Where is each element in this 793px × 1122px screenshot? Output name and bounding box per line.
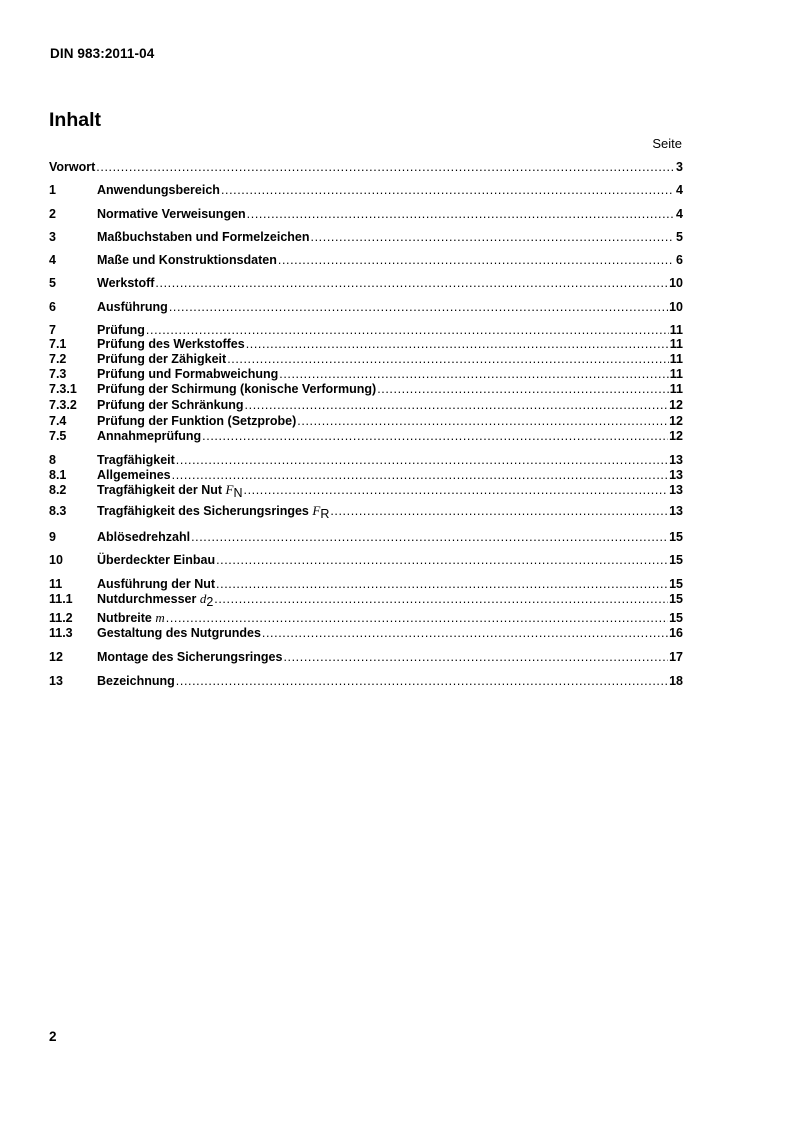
toc-entry-label: Bezeichnung bbox=[97, 674, 175, 688]
dot-leader bbox=[176, 674, 668, 688]
page-number: 2 bbox=[49, 1029, 57, 1044]
toc-entry-page: 10 bbox=[669, 300, 683, 314]
toc-entry[interactable] bbox=[49, 380, 683, 396]
toc-entry-page: 13 bbox=[669, 504, 683, 518]
toc-entry-page: 11 bbox=[669, 367, 683, 381]
toc-entry-label: Ausführung bbox=[97, 300, 168, 314]
toc-entry-label: Prüfung der Funktion (Setzprobe) bbox=[97, 414, 297, 428]
toc-entry-label: Gestaltung des Nutgrundes bbox=[97, 626, 261, 640]
formula-subscript: R bbox=[320, 507, 330, 521]
toc-entry-number: 9 bbox=[49, 530, 56, 544]
toc-entry-page: 15 bbox=[669, 611, 683, 625]
toc-entry-label: Annahmeprüfung bbox=[97, 429, 202, 443]
toc-entry-label: Montage des Sicherungsringes bbox=[97, 650, 283, 664]
toc-entry-number: 8.2 bbox=[49, 483, 67, 497]
dot-leader bbox=[283, 650, 668, 664]
toc-entry-number: 13 bbox=[49, 674, 63, 688]
dot-leader bbox=[246, 337, 669, 351]
formula-symbol: m bbox=[155, 610, 165, 625]
toc-entry-number: 8.1 bbox=[49, 468, 67, 482]
dot-leader bbox=[247, 207, 674, 221]
toc-entry-page: 13 bbox=[669, 453, 683, 467]
dot-leader bbox=[214, 592, 668, 606]
dot-leader bbox=[278, 253, 674, 267]
toc-entry-label: Anwendungsbereich bbox=[97, 183, 220, 197]
dot-leader bbox=[202, 429, 668, 443]
toc-entry[interactable] bbox=[49, 274, 683, 290]
dot-leader bbox=[279, 367, 669, 381]
toc-entry[interactable] bbox=[49, 466, 683, 482]
toc-entry-page: 12 bbox=[669, 429, 683, 443]
toc-entry-page: 4 bbox=[676, 207, 683, 221]
toc-entry-label: Ablösedrehzahl bbox=[97, 530, 191, 544]
toc-entry-page: 10 bbox=[669, 276, 683, 290]
toc-entry[interactable] bbox=[49, 451, 683, 467]
toc-entry[interactable] bbox=[49, 575, 683, 591]
toc-entry-label: Maßbuchstaben und Formelzeichen bbox=[97, 230, 310, 244]
toc-entry-page: 12 bbox=[669, 398, 683, 412]
toc-entry[interactable] bbox=[49, 158, 683, 174]
toc-entry-page: 11 bbox=[669, 352, 683, 366]
toc-entry-number: 2 bbox=[49, 207, 56, 221]
toc-entry-page: 3 bbox=[676, 160, 683, 174]
toc-entry-label: Nutdurchmesser d2 bbox=[97, 591, 214, 609]
toc-entry[interactable] bbox=[49, 335, 683, 351]
toc-entry-label: Prüfung des Werkstoffes bbox=[97, 337, 245, 351]
dot-leader bbox=[221, 183, 674, 197]
toc-entry-page: 11 bbox=[669, 382, 683, 396]
toc-entry[interactable] bbox=[49, 648, 683, 664]
dot-leader bbox=[166, 611, 668, 625]
toc-entry-page: 4 bbox=[676, 183, 683, 197]
dot-leader bbox=[216, 577, 668, 591]
toc-entry-page: 15 bbox=[669, 577, 683, 591]
toc-entry-page: 15 bbox=[669, 530, 683, 544]
toc-entry-label: Normative Verweisungen bbox=[97, 207, 246, 221]
toc-entry-number: 10 bbox=[49, 553, 63, 567]
toc-entry[interactable] bbox=[49, 350, 683, 366]
toc-entry[interactable] bbox=[49, 412, 683, 428]
dot-leader bbox=[244, 483, 669, 497]
toc-entry[interactable] bbox=[49, 251, 683, 267]
toc-entry-page: 13 bbox=[669, 483, 683, 497]
toc-entry[interactable] bbox=[49, 298, 683, 314]
toc-entry-number: 8 bbox=[49, 453, 56, 467]
page-column-label: Seite bbox=[652, 136, 682, 151]
toc-entry-page: 5 bbox=[676, 230, 683, 244]
dot-leader bbox=[216, 553, 668, 567]
toc-entry-page: 17 bbox=[669, 650, 683, 664]
document-id: DIN 983:2011-04 bbox=[50, 46, 155, 61]
dot-leader bbox=[176, 453, 668, 467]
toc-entry[interactable] bbox=[49, 502, 683, 521]
toc-entry-page: 12 bbox=[669, 414, 683, 428]
toc-entry-number: 4 bbox=[49, 253, 56, 267]
dot-leader bbox=[155, 276, 668, 290]
toc-entry-number: 6 bbox=[49, 300, 56, 314]
toc-entry-number: 1 bbox=[49, 183, 56, 197]
toc-entry-number: 7.3.2 bbox=[49, 398, 77, 412]
dot-leader bbox=[311, 230, 674, 244]
toc-entry-number: 7.3 bbox=[49, 367, 67, 381]
toc-entry-label: Prüfung bbox=[97, 323, 145, 337]
toc-entry-number: 7.4 bbox=[49, 414, 67, 428]
toc-entry-number: 5 bbox=[49, 276, 56, 290]
toc-entry-number: 11 bbox=[49, 577, 63, 591]
dot-leader bbox=[96, 160, 674, 174]
toc-entry-number: 8.3 bbox=[49, 504, 67, 518]
formula-subscript: 2 bbox=[206, 595, 214, 609]
toc-entry[interactable] bbox=[49, 590, 683, 609]
toc-entry-page: 16 bbox=[669, 626, 683, 640]
toc-entry-page: 15 bbox=[669, 553, 683, 567]
toc-entry-page: 11 bbox=[669, 337, 683, 351]
toc-entry-number: 7.2 bbox=[49, 352, 67, 366]
toc-entry[interactable] bbox=[49, 624, 683, 640]
toc-entry[interactable] bbox=[49, 365, 683, 381]
toc-entry[interactable] bbox=[49, 181, 683, 197]
toc-entry-number: 3 bbox=[49, 230, 56, 244]
dot-leader bbox=[330, 504, 668, 518]
toc-entry-page: 6 bbox=[676, 253, 683, 267]
toc-entry-page: 15 bbox=[669, 592, 683, 606]
toc-entry-number: 7.1 bbox=[49, 337, 67, 351]
toc-entry-number: 7.5 bbox=[49, 429, 67, 443]
toc-entry-page: 11 bbox=[669, 323, 683, 337]
dot-leader bbox=[191, 530, 668, 544]
toc-entry-number: 7 bbox=[49, 323, 56, 337]
toc-entry[interactable] bbox=[49, 609, 683, 625]
toc-entry[interactable] bbox=[49, 228, 683, 244]
formula-subscript: N bbox=[233, 486, 243, 500]
toc-entry[interactable] bbox=[49, 205, 683, 221]
dot-leader bbox=[227, 352, 669, 366]
toc-entry[interactable] bbox=[49, 481, 683, 500]
toc-entry-number: 11.3 bbox=[49, 626, 73, 640]
toc-entry-label: Prüfung der Zähigkeit bbox=[97, 352, 227, 366]
toc-entry[interactable] bbox=[49, 427, 683, 443]
toc-entry-label: Nutbreite m bbox=[97, 610, 165, 625]
toc-entry[interactable] bbox=[49, 396, 683, 412]
toc-entry-number: 11.2 bbox=[49, 611, 73, 625]
toc-entry-label: Allgemeines bbox=[97, 468, 171, 482]
formula-symbol: F bbox=[312, 503, 321, 518]
toc-entry-number: 12 bbox=[49, 650, 63, 664]
toc-entry-label: Ausführung der Nut bbox=[97, 577, 216, 591]
toc-entry-label: Maße und Konstruktionsdaten bbox=[97, 253, 277, 267]
toc-entry-label: Prüfung der Schirmung (konische Verformung) bbox=[97, 382, 377, 396]
toc-entry-label: Tragfähigkeit bbox=[97, 453, 175, 467]
dot-leader bbox=[377, 382, 669, 396]
toc-entry[interactable] bbox=[49, 551, 683, 567]
dot-leader bbox=[297, 414, 668, 428]
toc-entry-label: Tragfähigkeit der Nut FN bbox=[97, 482, 243, 500]
toc-entry-label: Prüfung und Formabweichung bbox=[97, 367, 279, 381]
toc-entry-page: 13 bbox=[669, 468, 683, 482]
formula-symbol: F bbox=[225, 482, 234, 497]
toc-entry-label: Prüfung der Schränkung bbox=[97, 398, 244, 412]
dot-leader bbox=[262, 626, 668, 640]
toc-entry[interactable] bbox=[49, 528, 683, 544]
toc-entry-number: 11.1 bbox=[49, 592, 73, 606]
toc-entry[interactable] bbox=[49, 672, 683, 688]
toc-entry-page: 18 bbox=[669, 674, 683, 688]
page-title: Inhalt bbox=[49, 109, 101, 131]
toc-entry-label: Werkstoff bbox=[97, 276, 155, 290]
dot-leader bbox=[245, 398, 669, 412]
dot-leader bbox=[169, 300, 668, 314]
toc-entry-number: 7.3.1 bbox=[49, 382, 77, 396]
toc-entry-label: Vorwort bbox=[49, 160, 96, 174]
formula-symbol: d bbox=[199, 591, 207, 606]
toc-entry-label: Überdeckter Einbau bbox=[97, 553, 216, 567]
dot-leader bbox=[172, 468, 668, 482]
toc-entry-label: Tragfähigkeit des Sicherungsringes FR bbox=[97, 503, 330, 521]
